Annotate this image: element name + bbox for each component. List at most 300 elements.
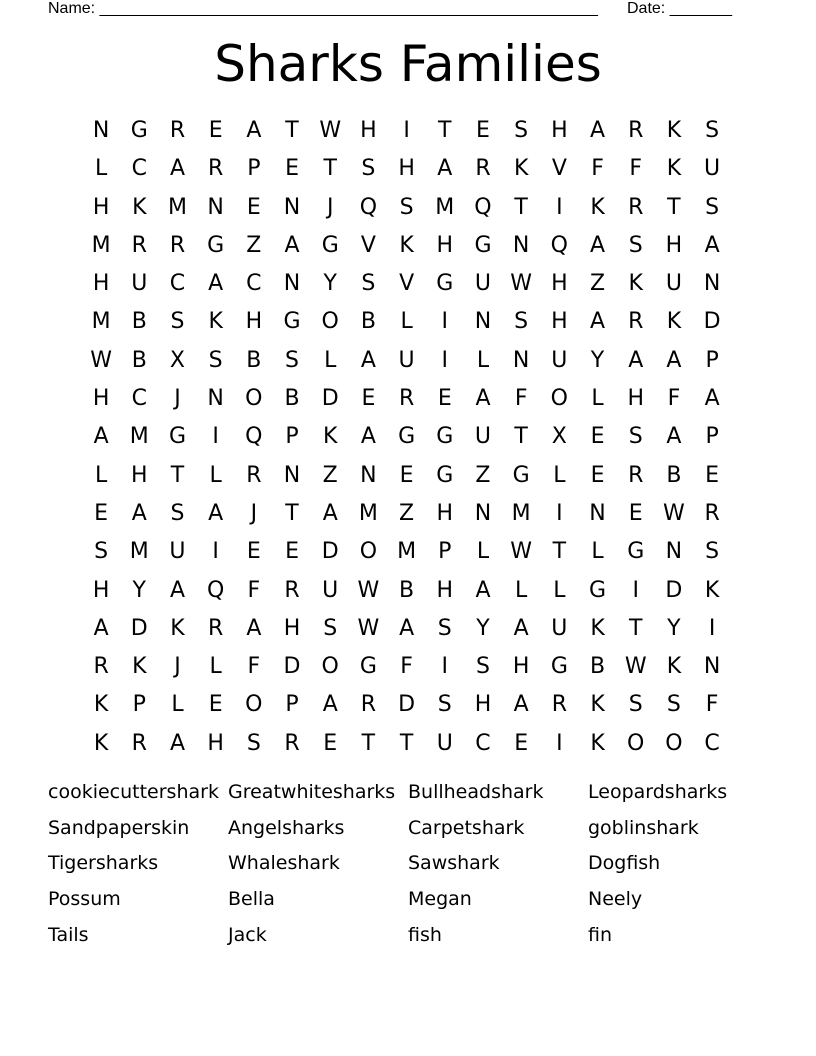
grid-cell: M: [91, 232, 111, 258]
grid-cell: P: [705, 424, 719, 450]
grid-cell: G: [436, 462, 454, 488]
grid-cell: I: [441, 654, 449, 680]
grid-cell: G: [474, 232, 492, 258]
grid-cell: J: [174, 386, 181, 412]
grid-cell: L: [553, 577, 566, 603]
grid-cell: B: [131, 347, 147, 373]
grid-cell: N: [703, 271, 721, 297]
grid-cell: B: [284, 386, 300, 412]
grid-cell: E: [285, 156, 299, 182]
grid-cell: N: [703, 654, 721, 680]
grid-cell: D: [321, 386, 339, 412]
grid-cell: E: [208, 692, 223, 718]
grid-cell: P: [285, 424, 299, 450]
grid-cell: I: [441, 347, 449, 373]
grid-cell: U: [131, 271, 148, 297]
word-list-item: cookiecuttershark: [48, 781, 219, 803]
grid-cell: H: [627, 386, 644, 412]
grid-cell: G: [207, 232, 225, 258]
grid-cell: R: [398, 386, 415, 412]
grid-cell: G: [436, 271, 454, 297]
grid-cell: A: [704, 386, 720, 412]
grid-cell: T: [438, 118, 452, 143]
grid-cell: L: [209, 462, 222, 488]
grid-row: [82, 380, 732, 418]
grid-cell: N: [283, 462, 301, 488]
grid-cell: G: [130, 118, 148, 143]
grid-cell: A: [437, 156, 453, 182]
grid-cell: U: [474, 271, 492, 297]
grid-cell: M: [129, 424, 149, 450]
grid-cell: W: [624, 654, 647, 680]
grid-cell: R: [628, 118, 644, 143]
grid-cell: H: [131, 462, 148, 488]
grid-row: [82, 112, 732, 150]
grid-cell: W: [510, 271, 533, 297]
word-list-item: Tails: [48, 923, 89, 946]
grid-cell: H: [436, 577, 454, 603]
grid-cell: M: [435, 194, 455, 220]
grid-cell: N: [360, 462, 377, 488]
grid-cell: Q: [474, 194, 492, 220]
grid-cell: A: [284, 232, 300, 258]
grid-cell: T: [667, 194, 681, 220]
grid-cell: V: [399, 271, 415, 297]
grid-row: [82, 725, 732, 763]
grid-cell: H: [551, 271, 568, 297]
grid-cell: A: [475, 577, 491, 603]
grid-cell: D: [130, 615, 148, 641]
grid-cell: K: [666, 118, 682, 143]
grid-cell: D: [398, 692, 416, 718]
grid-cell: S: [666, 692, 681, 718]
grid-cell: K: [323, 424, 338, 450]
grid-cell: L: [400, 309, 413, 335]
grid-cell: S: [170, 500, 185, 526]
grid-cell: U: [322, 577, 339, 603]
grid-cell: G: [359, 654, 377, 680]
word-list: [48, 775, 788, 953]
grid-cell: L: [94, 462, 108, 488]
grid-row: [82, 648, 732, 686]
grid-cell: D: [703, 309, 721, 335]
grid-cell: Y: [132, 577, 146, 603]
grid-cell: D: [321, 539, 339, 565]
grid-cell: R: [169, 232, 186, 258]
grid-cell: R: [246, 462, 262, 488]
grid-cell: S: [705, 194, 720, 220]
grid-cell: O: [665, 730, 683, 756]
grid-cell: T: [285, 500, 299, 526]
grid-cell: K: [132, 194, 147, 220]
grid-cell: E: [285, 539, 299, 565]
grid-cell: U: [551, 615, 568, 641]
grid-cell: I: [556, 500, 563, 526]
grid-cell: W: [319, 118, 342, 143]
grid-cell: H: [436, 500, 454, 526]
grid-cell: E: [590, 424, 605, 450]
grid-cell: R: [475, 156, 491, 182]
grid-cell: Z: [589, 271, 606, 297]
grid-cell: M: [167, 194, 187, 220]
grid-cell: L: [591, 386, 604, 412]
grid-cell: E: [514, 730, 529, 756]
grid-cell: B: [589, 654, 606, 680]
grid-cell: H: [398, 156, 415, 182]
grid-cell: I: [441, 309, 449, 335]
grid-cell: R: [360, 692, 377, 718]
grid-cell: N: [512, 232, 530, 258]
grid-cell: H: [92, 386, 110, 412]
grid-cell: B: [399, 577, 415, 603]
grid-cell: N: [207, 194, 224, 220]
grid-cell: B: [360, 309, 376, 335]
grid-cell: S: [361, 271, 376, 297]
word-list-item: Bullheadshark: [408, 781, 544, 803]
grid-cell: B: [246, 347, 262, 373]
word-list-item: goblinshark: [588, 816, 699, 839]
grid-cell: F: [247, 577, 261, 603]
grid-cell: E: [208, 118, 223, 143]
grid-cell: H: [245, 309, 263, 335]
grid-cell: G: [168, 424, 186, 450]
word-list-item: fin: [588, 923, 613, 946]
grid-cell: A: [131, 500, 147, 526]
grid-cell: H: [551, 118, 568, 143]
grid-cell: W: [510, 539, 533, 565]
grid-cell: S: [285, 347, 300, 373]
grid-cell: M: [91, 309, 111, 335]
grid-cell: E: [361, 386, 376, 412]
grid-cell: I: [708, 615, 716, 641]
grid-cell: K: [666, 156, 682, 182]
grid-cell: S: [361, 156, 376, 182]
grid-cell: Q: [245, 424, 263, 450]
grid-cell: A: [169, 156, 185, 182]
grid-cell: F: [591, 156, 604, 182]
grid-cell: S: [94, 539, 109, 565]
grid-row: [82, 686, 732, 724]
grid-cell: O: [321, 309, 339, 335]
grid-cell: X: [169, 347, 185, 373]
grid-cell: Z: [475, 462, 491, 488]
grid-cell: M: [397, 539, 417, 565]
grid-cell: A: [208, 271, 224, 297]
word-list-item: Tigersharks: [48, 852, 159, 875]
grid-cell: M: [511, 500, 531, 526]
grid-cell: A: [93, 424, 109, 450]
grid-cell: E: [323, 730, 338, 756]
grid-cell: R: [169, 118, 186, 143]
grid-cell: U: [551, 347, 568, 373]
grid-cell: Y: [590, 347, 605, 373]
grid-cell: O: [627, 730, 645, 756]
grid-cell: R: [284, 577, 300, 603]
grid-cell: H: [474, 692, 492, 718]
grid-cell: A: [399, 615, 415, 641]
grid-cell: C: [131, 156, 147, 182]
grid-cell: H: [436, 232, 454, 258]
grid-row: [82, 533, 732, 571]
grid-cell: K: [132, 654, 147, 680]
grid-cell: R: [628, 309, 644, 335]
grid-cell: S: [514, 118, 529, 143]
grid-cell: U: [169, 539, 186, 565]
grid-cell: S: [628, 232, 643, 258]
grid-cell: A: [246, 615, 262, 641]
grid-cell: A: [322, 500, 338, 526]
grid-cell: V: [360, 232, 376, 258]
grid-cell: F: [705, 692, 719, 718]
grid-cell: A: [322, 692, 338, 718]
grid-cell: S: [246, 730, 261, 756]
word-list-item: Carpetshark: [408, 816, 525, 839]
grid-cell: R: [131, 232, 147, 258]
grid-cell: A: [590, 309, 606, 335]
grid-cell: Z: [246, 232, 262, 258]
grid-cell: E: [705, 462, 720, 488]
grid-cell: K: [93, 730, 109, 756]
grid-cell: C: [169, 271, 186, 297]
grid-cell: Z: [399, 500, 415, 526]
grid-cell: T: [628, 615, 643, 641]
grid-cell: U: [436, 730, 453, 756]
grid-cell: E: [246, 539, 261, 565]
grid-cell: Y: [476, 615, 490, 641]
grid-cell: S: [323, 615, 338, 641]
grid-cell: R: [551, 692, 567, 718]
grid-cell: N: [512, 347, 530, 373]
word-list-item: Neely: [588, 888, 643, 911]
grid-cell: O: [245, 386, 263, 412]
grid-cell: L: [324, 347, 337, 373]
grid-cell: T: [323, 156, 337, 182]
grid-cell: I: [212, 424, 219, 450]
grid-cell: E: [246, 194, 261, 220]
grid-cell: Q: [550, 232, 568, 258]
grid-cell: K: [590, 730, 605, 756]
grid-cell: J: [250, 500, 258, 526]
grid-cell: Q: [206, 577, 225, 603]
grid-cell: A: [246, 118, 262, 143]
grid-cell: I: [556, 194, 563, 220]
grid-cell: G: [589, 577, 607, 603]
word-list-item: Megan: [408, 888, 472, 911]
grid-cell: P: [132, 692, 146, 718]
word-list-item: Greatwhitesharks: [228, 781, 396, 803]
grid-cell: R: [628, 194, 644, 220]
grid-cell: N: [474, 500, 492, 526]
grid-cell: E: [476, 118, 490, 143]
word-list-item: Jack: [228, 923, 267, 946]
word-list-item: Bella: [228, 888, 275, 911]
grid-cell: A: [590, 118, 606, 143]
grid-cell: A: [513, 615, 529, 641]
grid-row: [82, 572, 732, 610]
grid-cell: R: [131, 730, 147, 756]
grid-row: [82, 457, 732, 495]
grid-cell: T: [361, 730, 376, 756]
grid-cell: T: [514, 424, 528, 450]
grid-cell: T: [170, 462, 185, 488]
grid-cell: U: [474, 424, 492, 450]
grid-cell: O: [245, 692, 263, 718]
grid-cell: W: [357, 577, 380, 603]
grid-cell: C: [131, 386, 147, 412]
grid-cell: F: [400, 654, 413, 680]
grid-cell: K: [170, 615, 185, 641]
grid-cell: K: [590, 692, 605, 718]
grid-row: [82, 189, 732, 227]
grid-cell: O: [321, 654, 339, 680]
grid-cell: G: [321, 232, 339, 258]
grid-cell: T: [514, 194, 528, 220]
letter-grid: [82, 112, 732, 763]
grid-cell: A: [628, 347, 644, 373]
grid-cell: C: [246, 271, 262, 297]
grid-cell: X: [551, 424, 567, 450]
grid-cell: S: [705, 118, 720, 143]
word-list-item: Angelsharks: [228, 816, 345, 839]
grid-cell: B: [131, 309, 147, 335]
grid-cell: H: [665, 232, 683, 258]
grid-cell: H: [512, 654, 530, 680]
grid-cell: S: [437, 615, 452, 641]
grid-cell: G: [512, 462, 530, 488]
grid-cell: K: [704, 577, 720, 603]
grid-cell: W: [357, 615, 380, 641]
grid-cell: S: [437, 692, 452, 718]
grid-cell: R: [208, 156, 224, 182]
grid-cell: F: [629, 156, 643, 182]
grid-cell: M: [129, 539, 149, 565]
grid-cell: Y: [667, 615, 681, 641]
grid-cell: Z: [322, 462, 338, 488]
grid-cell: Q: [359, 194, 378, 220]
grid-cell: A: [590, 232, 606, 258]
grid-cell: A: [666, 347, 682, 373]
grid-cell: J: [326, 194, 334, 220]
grid-cell: T: [285, 118, 299, 143]
grid-cell: N: [589, 500, 606, 526]
grid-row: [82, 227, 732, 265]
grid-cell: H: [360, 118, 377, 143]
grid-cell: L: [476, 347, 490, 373]
grid-cell: I: [212, 539, 219, 565]
grid-cell: U: [665, 271, 682, 297]
grid-cell: R: [704, 500, 720, 526]
grid-cell: S: [705, 539, 720, 565]
word-list-item: Sandpaperskin: [48, 816, 190, 839]
grid-cell: G: [398, 424, 416, 450]
grid-cell: R: [284, 730, 300, 756]
grid-cell: S: [399, 194, 414, 220]
grid-cell: H: [207, 730, 224, 756]
grid-cell: A: [169, 577, 185, 603]
grid-cell: G: [283, 309, 301, 335]
grid-cell: E: [94, 500, 109, 526]
grid-cell: L: [209, 654, 222, 680]
grid-cell: I: [403, 118, 410, 143]
grid-cell: O: [550, 386, 568, 412]
grid-cell: A: [666, 424, 682, 450]
grid-cell: B: [666, 462, 682, 488]
grid-cell: S: [170, 309, 185, 335]
grid-cell: K: [590, 194, 605, 220]
grid-cell: H: [92, 271, 110, 297]
grid-cell: P: [285, 692, 299, 718]
grid-cell: S: [628, 424, 643, 450]
grid-cell: A: [360, 424, 376, 450]
grid-cell: K: [666, 654, 682, 680]
worksheet-header: [48, 0, 748, 20]
grid-cell: D: [665, 577, 683, 603]
grid-cell: N: [92, 118, 110, 143]
grid-cell: A: [704, 232, 720, 258]
grid-cell: E: [628, 500, 643, 526]
word-list-item: fish: [408, 923, 442, 946]
grid-cell: N: [207, 386, 224, 412]
grid-cell: S: [475, 654, 490, 680]
grid-cell: T: [552, 539, 567, 565]
page-title: Sharks Families: [214, 35, 602, 93]
grid-cell: R: [93, 654, 109, 680]
grid-cell: G: [627, 539, 645, 565]
grid-cell: N: [474, 309, 492, 335]
grid-cell: Y: [323, 271, 337, 297]
grid-cell: K: [628, 271, 643, 297]
grid-cell: W: [90, 347, 112, 373]
grid-cell: E: [590, 462, 605, 488]
name-field-label: Name: ________________________________________________________: [48, 0, 598, 17]
grid-cell: R: [208, 615, 224, 641]
grid-cell: L: [476, 539, 490, 565]
grid-cell: K: [399, 232, 414, 258]
grid-cell: G: [436, 424, 454, 450]
grid-cell: G: [550, 654, 568, 680]
grid-cell: K: [590, 615, 605, 641]
grid-row: [82, 265, 732, 303]
word-list-item: Dogfish: [588, 852, 661, 875]
grid-cell: L: [553, 462, 566, 488]
grid-row: [82, 150, 732, 188]
grid-cell: E: [399, 462, 414, 488]
grid-cell: U: [704, 156, 721, 182]
grid-cell: M: [358, 500, 378, 526]
grid-cell: F: [667, 386, 681, 412]
grid-cell: I: [632, 577, 639, 603]
grid-row: [82, 342, 732, 380]
grid-cell: C: [704, 730, 720, 756]
grid-cell: V: [551, 156, 567, 182]
grid-cell: L: [171, 692, 184, 718]
grid-cell: K: [666, 309, 682, 335]
grid-cell: T: [399, 730, 414, 756]
grid-cell: L: [94, 156, 108, 182]
grid-cell: H: [92, 577, 110, 603]
date-field-label: Date: _______: [627, 0, 732, 17]
grid-cell: D: [283, 654, 301, 680]
grid-cell: N: [665, 539, 683, 565]
grid-cell: K: [208, 309, 223, 335]
grid-cell: S: [208, 347, 223, 373]
word-list-item: Whaleshark: [228, 852, 340, 875]
grid-row: [82, 610, 732, 648]
word-list-item: Sawshark: [408, 852, 500, 875]
grid-cell: R: [628, 462, 644, 488]
grid-cell: K: [93, 692, 109, 718]
grid-cell: P: [705, 347, 719, 373]
